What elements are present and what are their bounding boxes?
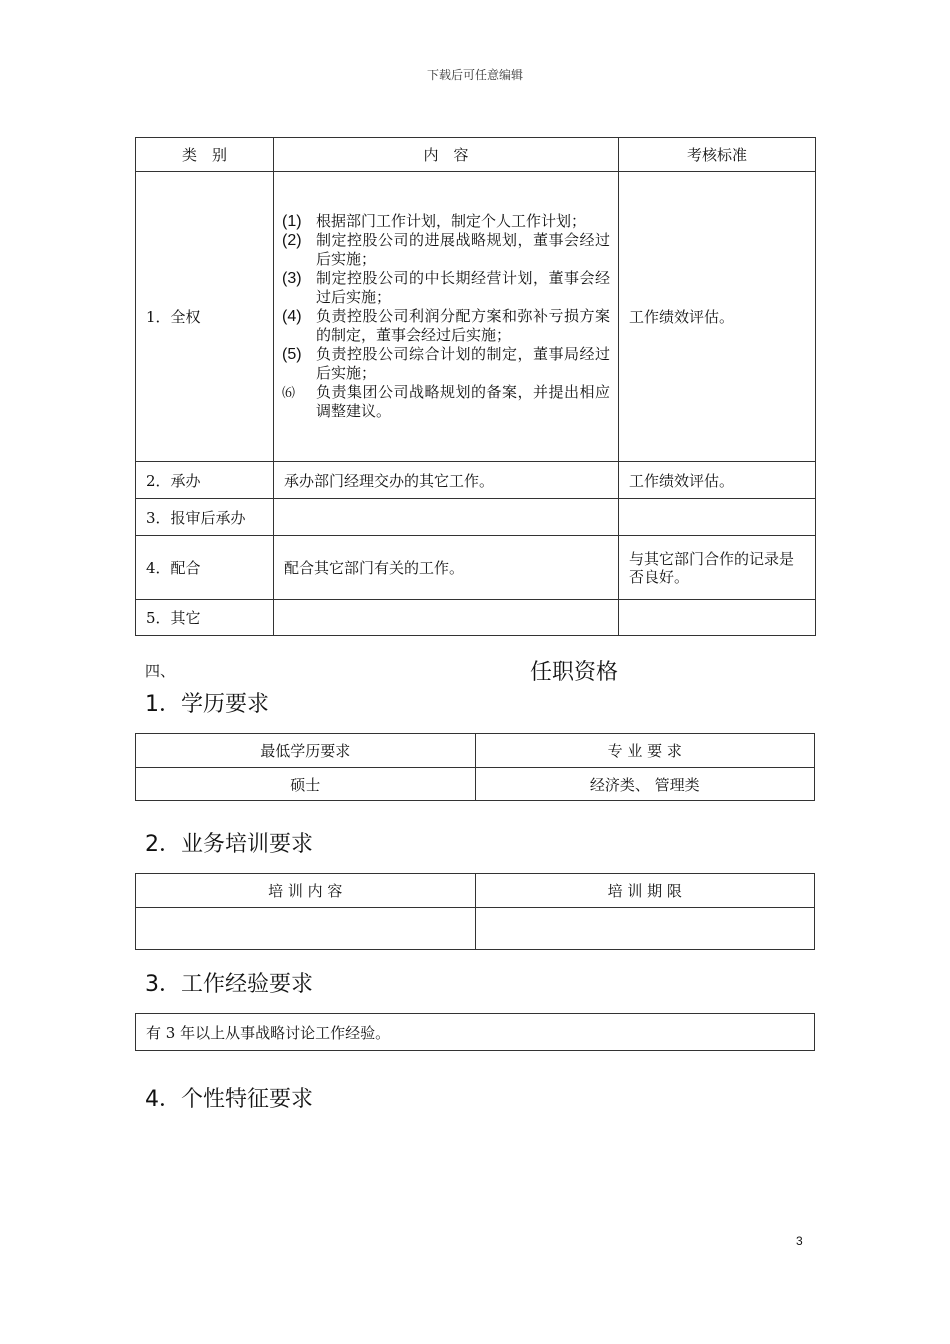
row-standard [619,600,816,636]
min-education-value: 硕士 [136,768,476,801]
header-content: 内 容 [274,138,619,172]
header-category: 类 别 [136,138,274,172]
training-content-value [136,908,476,950]
major-value: 经济类、 管理类 [475,768,815,801]
responsibility-table [135,137,816,636]
row-content-list [274,172,619,462]
table-row [136,768,815,801]
table-row [136,600,816,636]
row-content: 承办部门经理交办的其它工作。 [274,462,619,499]
list-item: (1) 根据部门工作计划，制定个人工作计划； [282,212,587,230]
education-table [135,733,815,801]
header-training-content: 培 训 内 容 [136,874,476,908]
table-row [136,536,816,600]
row-standard: 工作绩效评估。 [619,462,816,499]
training-table [135,873,815,950]
table-row [136,462,816,499]
experience-heading: 3．工作经验要求 [145,972,313,997]
education-heading: 1．学历要求 [145,692,269,717]
personality-heading: 4．个性特征要求 [145,1087,313,1112]
training-period-value [475,908,815,950]
page-number: 3 [796,1234,803,1248]
header-training-period: 培 训 期 限 [475,874,815,908]
row-category: 1．全权 [136,172,274,462]
table-header-row [136,138,816,172]
list-item: ⑹ 负责集团公司战略规划的备案，并提出相应调整建议。 [282,383,610,420]
row-standard: 与其它部门合作的记录是否良好。 [619,536,816,600]
row-content [274,499,619,536]
list-item: (2) 制定控股公司的进展战略规划，董事会经过后实施； [282,231,610,268]
row-standard: 工作绩效评估。 [619,172,816,462]
table-header-row [136,734,815,768]
table-row [136,908,815,950]
table-row [136,499,816,536]
section-number: 四、 [145,662,176,680]
header-major: 专 业 要 求 [475,734,815,768]
table-row [136,1014,815,1051]
row-category: 2．承办 [136,462,274,499]
experience-table [135,1013,815,1051]
header-min-education: 最低学历要求 [136,734,476,768]
list-item: (3) 制定控股公司的中长期经营计划，董事会经过后实施； [282,269,610,306]
row-standard [619,499,816,536]
row-content: 配合其它部门有关的工作。 [274,536,619,600]
page-header: 下载后可任意编辑 [426,68,523,82]
row-category: 5．其它 [136,600,274,636]
training-heading: 2．业务培训要求 [145,832,313,857]
row-category: 4．配合 [136,536,274,600]
table-row [136,172,816,462]
experience-text: 有 3 年以上从事战略讨论工作经验。 [136,1014,815,1051]
table-header-row [136,874,815,908]
row-category: 3．报审后承办 [136,499,274,536]
list-item: (4) 负责控股公司利润分配方案和弥补亏损方案的制定，董事会经过后实施； [282,307,610,344]
list-item: (5) 负责控股公司综合计划的制定，董事局经过后实施； [282,345,610,382]
header-standard: 考核标准 [619,138,816,172]
section-title: 任职资格 [530,660,619,685]
row-content [274,600,619,636]
